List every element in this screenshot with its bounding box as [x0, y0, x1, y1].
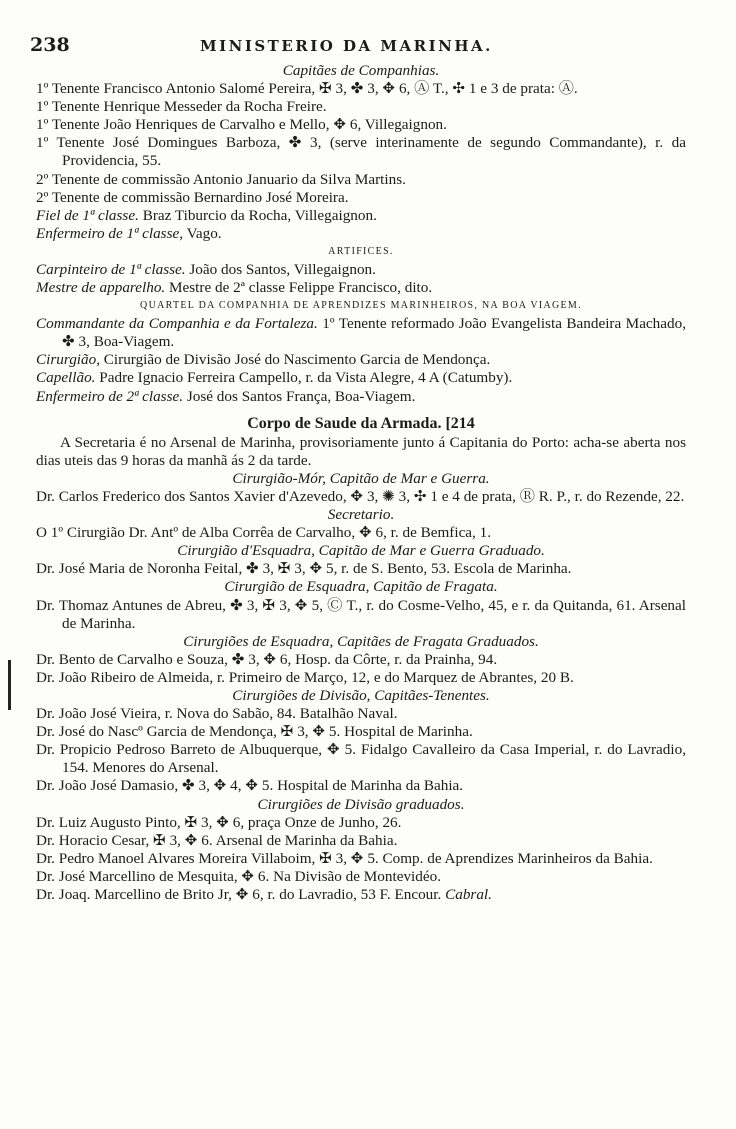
page-header: [30, 34, 680, 56]
list-item: [36, 886, 686, 904]
role-label: Cirurgião,: [36, 351, 100, 369]
subsection-heading: Secretario.: [327, 506, 395, 524]
margin-mark: [8, 660, 11, 710]
section-title: Corpo de Saude da Armada. [214: [247, 414, 475, 432]
list-item: [36, 261, 686, 279]
entry-text: Vago.: [186, 224, 222, 242]
list-item: Dr. Thomaz Antunes de Abreu, ✤ 3, ✠ 3, ✥ 5, Ⓒ T., r. do Cosme-Velho, 45, e r. da Quitanda, 61. Arsenal de Marinha.: [36, 596, 686, 632]
subsection-heading: Cirurgião-Mór, Capitão de Mar e Guerra.: [232, 469, 490, 487]
list-item: Dr. José Marcellino de Mesquita, ✥ 6. Na Divisão de Montevidéo.: [36, 867, 441, 885]
list-item: Dr. Carlos Frederico dos Santos Xavier d'Azevedo, ✥ 3, ✺ 3, ✣ 1 e 4 de prata, Ⓡ R. P., r. do Rezende, 22.: [36, 487, 685, 505]
list-item: 1º Tenente João Henriques de Carvalho e Mello, ✥ 6, Villegaignon.: [36, 116, 447, 134]
role-label: Capellão.: [36, 369, 96, 387]
entry-text: Cirurgião de Divisão José do Nascimento Garcia de Mendonça.: [103, 351, 491, 369]
section-heading: Capitães de Companhias.: [282, 62, 440, 79]
list-item: O 1º Cirurgião Dr. Antº de Alba Corrêa de Carvalho, ✥ 6, r. de Bemfica, 1.: [36, 524, 492, 542]
list-item: 1º Tenente Francisco Antonio Salomé Pereira, ✠ 3, ✤ 3, ✥ 6, Ⓐ T., ✣ 1 e 3 de prata: Ⓐ.: [36, 80, 578, 98]
entry-text: Padre Ignacio Ferreira Campello, r. da Vista Alegre, 4 A (Catumby).: [99, 369, 513, 387]
list-item: 2º Tenente de commissão Antonio Januario da Silva Martins.: [36, 170, 406, 188]
subsection-heading: Cirurgião d'Esquadra, Capitão de Mar e Guerra Graduado.: [177, 542, 545, 560]
page-content: [36, 62, 686, 904]
list-item: [36, 388, 686, 406]
list-item: Dr. João José Vieira, r. Nova do Sabão, 84. Batalhão Naval.: [36, 705, 398, 723]
entry-text: José dos Santos França, Boa-Viagem.: [186, 387, 416, 405]
entry-text: 1º Tenente reformado João Evangelista Bandeira Machado, ✤ 3, Boa-Viagem.: [62, 315, 686, 351]
list-item: [36, 207, 686, 225]
role-label: Enfermeiro de 1ª classe,: [36, 224, 184, 242]
subsection-heading: Cirurgiões de Divisão graduados.: [257, 795, 465, 813]
entry-text: João dos Santos, Villegaignon.: [189, 260, 376, 278]
section-heading: QUARTEL DA COMPANHIA DE APRENDIZES MARINHEIROS, NA BOA VIAGEM.: [140, 300, 582, 312]
running-title: MINISTERIO DA MARINHA.: [200, 37, 493, 55]
list-item: [36, 279, 686, 297]
role-label: Carpinteiro de 1ª classe.: [36, 260, 186, 278]
list-item: Dr. José do Nascº Garcia de Mendonça, ✠ 3, ✥ 5. Hospital de Marinha.: [36, 723, 473, 741]
role-label: Enfermeiro de 2ª classe.: [36, 387, 184, 405]
page-number: 238: [30, 34, 70, 56]
role-label: Fiel de 1ª classe.: [36, 206, 139, 224]
list-item: Dr. João Ribeiro de Almeida, r. Primeiro de Março, 12, e do Marquez de Abrantes, 20 B.: [36, 668, 574, 686]
list-item: Dr. Luiz Augusto Pinto, ✠ 3, ✥ 6, praça Onze de Junho, 26.: [36, 813, 402, 831]
list-item: Dr. Pedro Manoel Alvares Moreira Villaboim, ✠ 3, ✥ 5. Comp. de Aprendizes Marinheiros da Bahia.: [36, 849, 653, 867]
list-item: 2º Tenente de commissão Bernardino José Moreira.: [36, 188, 349, 206]
list-item: Dr. Horacio Cesar, ✠ 3, ✥ 6. Arsenal de Marinha da Bahia.: [36, 831, 398, 849]
role-label: Commandante da Companhia e da Fortaleza.: [36, 315, 318, 333]
section-heading: ARTIFICES.: [328, 245, 394, 257]
entry-text: Dr. Joaq. Marcellino de Brito Jr, ✥ 6, r. do Lavradio, 53 F. Encour.: [36, 886, 442, 904]
list-item: [36, 351, 686, 369]
subsection-heading: Cirurgiões de Esquadra, Capitães de Fragata Graduados.: [183, 632, 539, 650]
entry-italic-text: Cabral.: [445, 886, 492, 904]
subsection-heading: Cirurgiões de Divisão, Capitães-Tenentes.: [232, 687, 490, 704]
list-item: Dr. Propicio Pedroso Barreto de Albuquerque, ✥ 5. Fidalgo Cavalleiro da Casa Imperial, r. do Lavradio, 154. Menores do Arsenal.: [36, 741, 686, 777]
list-item: 1º Tenente José Domingues Barboza, ✤ 3, (serve interinamente de segundo Commandante), r. da Providencia, 55.: [36, 134, 686, 170]
list-item: 1º Tenente Henrique Messeder da Rocha Freire.: [36, 98, 327, 116]
list-item: [36, 315, 686, 351]
list-item: Dr. Bento de Carvalho e Souza, ✤ 3, ✥ 6, Hosp. da Côrte, r. da Prainha, 94.: [36, 650, 498, 668]
list-item: [36, 369, 686, 387]
list-item: Dr. José Maria de Noronha Feital, ✤ 3, ✠ 3, ✥ 5, r. de S. Bento, 53. Escola de Marinha.: [36, 560, 572, 578]
entry-text: Braz Tiburcio da Rocha, Villegaignon.: [142, 206, 377, 224]
role-label: Mestre de apparelho.: [36, 279, 166, 297]
list-item: Dr. João José Damasio, ✤ 3, ✥ 4, ✥ 5. Hospital de Marinha da Bahia.: [36, 777, 464, 795]
intro-paragraph: A Secretaria é no Arsenal de Marinha, provisoriamente junto á Capitania do Porto: acha-se aberta nos dias uteis das 9 horas da manhã ás 2 da tarde.: [36, 433, 686, 469]
entry-text: Mestre de 2ª classe Felippe Francisco, dito.: [169, 279, 433, 297]
list-item: [36, 225, 686, 243]
subsection-heading: Cirurgião de Esquadra, Capitão de Fragata.: [224, 578, 498, 596]
